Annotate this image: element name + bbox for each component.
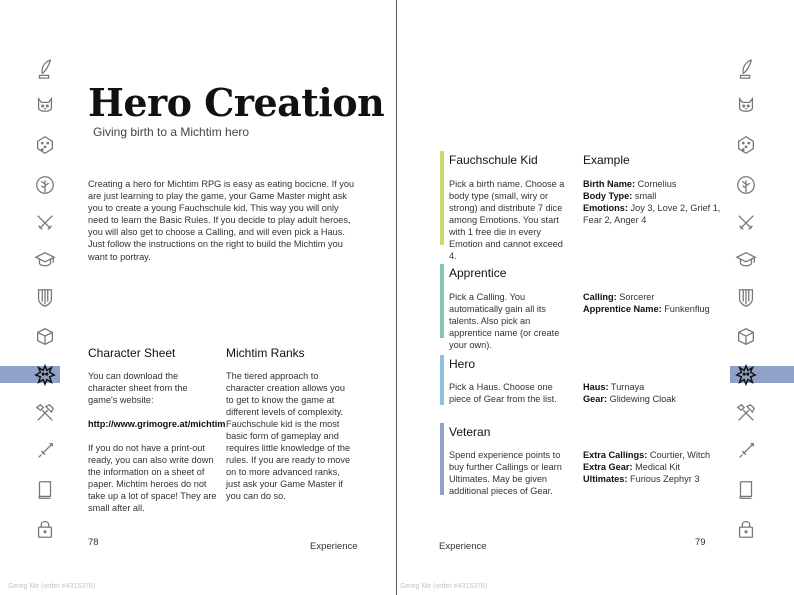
tree-emblem-icon[interactable]	[732, 171, 760, 199]
graduation-cap-icon[interactable]	[732, 246, 760, 274]
book-icon[interactable]	[31, 476, 59, 504]
page-title: Hero Creation	[88, 80, 385, 125]
watermark: Georg Mir (order #4315378)	[8, 583, 96, 590]
tree-emblem-icon[interactable]	[31, 171, 59, 199]
example-line: Birth Name: Cornelius	[583, 179, 677, 189]
dice-icon[interactable]	[31, 131, 59, 159]
quill-icon[interactable]	[31, 55, 59, 83]
rank-heading-hero: Hero	[449, 357, 476, 371]
cat-face-icon[interactable]	[31, 92, 59, 120]
character-sheet-intro: You can download the character sheet from the game's website:	[88, 371, 188, 405]
crossed-swords-icon[interactable]	[31, 209, 59, 237]
sword-icon[interactable]	[732, 437, 760, 465]
rank-text-apprentice: Pick a Calling. You automatically gain all its talents. Also pick an apprentice name (or create your own).	[449, 292, 560, 350]
example-line: Apprentice Name: Funkenflug	[583, 304, 710, 314]
example-line: Body Type: small	[583, 191, 657, 201]
crossed-tools-icon[interactable]	[732, 399, 760, 427]
rank-color-bar	[440, 423, 444, 495]
sparkle-creature-icon[interactable]	[31, 361, 59, 389]
example-hero	[583, 381, 725, 405]
rank-color-bar	[440, 151, 444, 245]
example-line: Extra Callings: Courtier, Witch	[583, 450, 711, 460]
dice-icon[interactable]	[732, 131, 760, 159]
shield-crest-icon[interactable]	[732, 284, 760, 312]
chapter-icon-column-right	[732, 0, 760, 595]
padlock-icon[interactable]	[732, 515, 760, 543]
chapter-icon-column-left	[31, 0, 59, 595]
example-line: Extra Gear: Medical Kit	[583, 462, 681, 472]
michtim-ranks-heading: Michtim Ranks	[226, 346, 305, 360]
rank-color-bar	[440, 355, 444, 405]
intro-paragraph: Creating a hero for Michtim RPG is easy as eating bocicne. If you are just learning to play the game, your Game Master might ask you to create a young Fauchschule kid. This way you will only need to learn the Basic Rules. If you decide to play adult heroes, you will also get to choose a Calling, and will even pick a Haus. Just follow the instructions on the right to build the Michtim you want to portray.	[88, 179, 355, 262]
rank-heading-veteran: Veteran	[449, 425, 491, 439]
watermark: Georg Mir (order #4315378)	[400, 583, 488, 590]
book-icon[interactable]	[732, 476, 760, 504]
shield-crest-icon[interactable]	[31, 284, 59, 312]
sparkle-creature-icon[interactable]	[732, 361, 760, 389]
example-line: Ultimates: Furious Zephyr 3	[583, 474, 700, 484]
example-line: Gear: Glidewing Cloak	[583, 394, 676, 404]
cat-face-icon[interactable]	[732, 92, 760, 120]
character-sheet-heading: Character Sheet	[88, 346, 176, 360]
michtim-ranks-text	[226, 370, 354, 514]
page-number: 78	[88, 537, 99, 548]
crossed-tools-icon[interactable]	[31, 399, 59, 427]
footer-section: Experience	[310, 541, 358, 552]
box-icon[interactable]	[732, 323, 760, 351]
example-fauchschule-kid	[583, 178, 725, 226]
page-subtitle: Giving birth to a Michtim hero	[93, 125, 250, 139]
example-veteran	[583, 449, 725, 485]
sword-icon[interactable]	[31, 437, 59, 465]
example-line: Emotions: Joy 3, Love 2, Grief 1, Fear 2, Anger 4	[583, 203, 721, 225]
character-sheet-text	[88, 370, 226, 526]
right-page	[397, 0, 794, 595]
footer-section: Experience	[439, 541, 487, 552]
character-sheet-note: If you do not have a print-out ready, you can also write down the information on a sheet of paper. Michtim heroes do not take up a lot of space! They are small after all.	[88, 443, 217, 513]
crossed-swords-icon[interactable]	[732, 209, 760, 237]
graduation-cap-icon[interactable]	[31, 246, 59, 274]
rank-text-fauchschule-kid: Pick a birth name. Choose a body type (small, wiry or strong) and distribute 7 dice among Emotions. You start with 1 free die in every Emotion and cannot exceed 4.	[449, 179, 565, 261]
example-apprentice	[583, 291, 725, 315]
rank-color-bar	[440, 264, 444, 338]
example-heading: Example	[583, 153, 630, 167]
michtim-ranks-paragraph: The tiered approach to character creation allows you to get to know the game at different levels of complexity. Fauchschule kid is the most basic form of gameplay and requires little knowledge of the rules. If you are ready to move on to more advanced ranks, just ask your Game Master if you can do so.	[226, 371, 351, 501]
quill-icon[interactable]	[732, 55, 760, 83]
example-line: Calling: Sorcerer	[583, 292, 655, 302]
website-link[interactable]: http://www.grimogre.at/michtim	[88, 419, 226, 429]
padlock-icon[interactable]	[31, 515, 59, 543]
rank-text-veteran: Spend experience points to buy further Callings or learn Ultimates. May be given additional pieces of Gear.	[449, 450, 562, 496]
box-icon[interactable]	[31, 323, 59, 351]
rank-heading-fauchschule-kid: Fauchschule Kid	[449, 153, 538, 167]
rank-text-hero: Pick a Haus. Choose one piece of Gear from the list.	[449, 382, 557, 404]
rank-heading-apprentice: Apprentice	[449, 266, 507, 280]
example-line: Haus: Turnaya	[583, 382, 645, 392]
page-number: 79	[695, 537, 706, 548]
